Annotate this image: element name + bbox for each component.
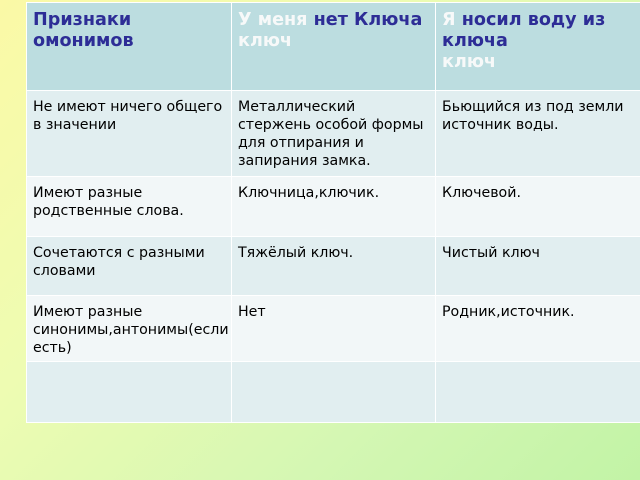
header-cell-key-1 — [232, 3, 436, 91]
homonyms-table — [26, 2, 640, 423]
header-key-2-suffix: ключ — [442, 52, 497, 72]
table-cell: Ключница,ключик. — [232, 177, 436, 237]
header-cell-features — [27, 3, 232, 91]
table-row — [27, 237, 640, 296]
table-cell — [436, 362, 640, 423]
table-cell: Имеют разные родственные слова. — [27, 177, 232, 237]
header-key-2-prefix: Я — [442, 10, 456, 30]
table-row — [27, 177, 640, 237]
table-cell: Сочетаются с разными словами — [27, 237, 232, 296]
table-cell: Родник,источник. — [436, 296, 640, 362]
table-row — [27, 362, 640, 423]
header-key-1-prefix: У меня — [238, 10, 308, 30]
table-cell: Бьющийся из под земли источник воды. — [436, 91, 640, 177]
header-row — [27, 3, 640, 91]
header-key-1-highlight: нет Ключа — [313, 10, 423, 30]
table-cell — [232, 362, 436, 423]
table-cell: Ключевой. — [436, 177, 640, 237]
table-row — [27, 296, 640, 362]
table-cell: Не имеют ничего общего в значении — [27, 91, 232, 177]
table-cell: Нет — [232, 296, 436, 362]
header-features-text: Признаки омонимов — [33, 10, 134, 51]
table-row — [27, 91, 640, 177]
header-cell-key-2 — [436, 3, 640, 91]
table-cell — [27, 362, 232, 423]
table-cell: Металлический стержень особой формы для отпирания и запирания замка. — [232, 91, 436, 177]
header-key-2-highlight: носил воду из ключа — [442, 10, 606, 51]
table-cell: Тяжёлый ключ. — [232, 237, 436, 296]
table-cell: Чистый ключ — [436, 237, 640, 296]
header-key-1-suffix: ключ — [238, 31, 293, 51]
table-cell: Имеют разные синонимы,антонимы(если есть) — [27, 296, 232, 362]
